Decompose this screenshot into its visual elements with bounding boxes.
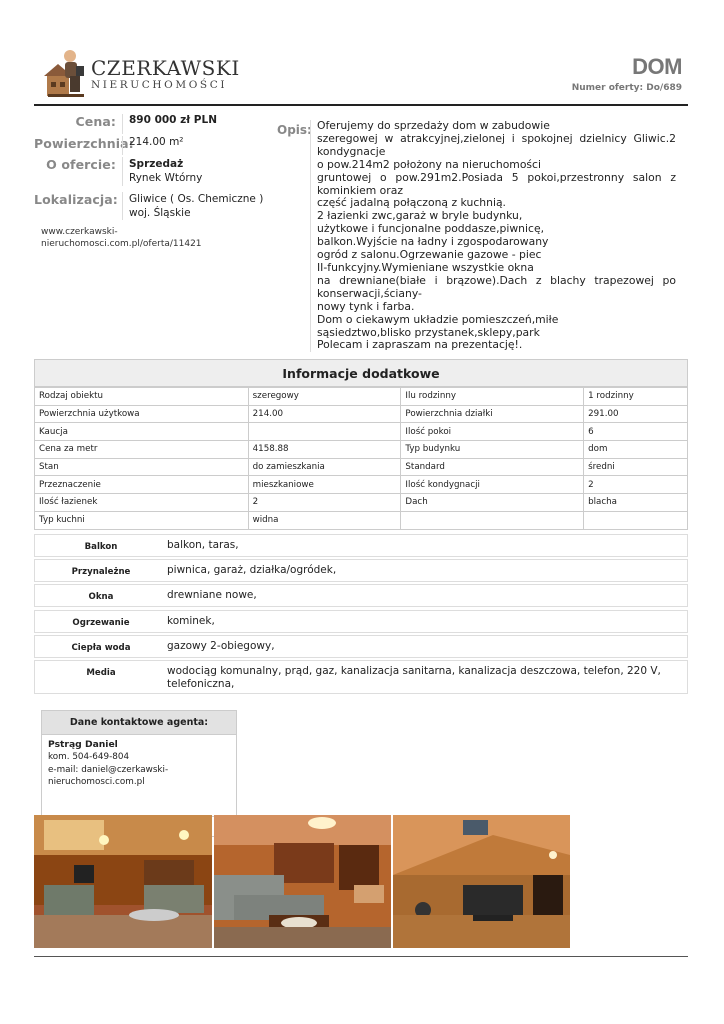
info-value: mieszkaniowe xyxy=(248,476,401,494)
info-value: 4158.88 xyxy=(248,441,401,459)
feature-value: gazowy 2-obiegowy, xyxy=(167,640,275,652)
offer-type-label: O ofercie: xyxy=(46,157,116,172)
price-label: Cena: xyxy=(75,114,116,129)
price-value: 890 000 zł PLN xyxy=(129,114,217,126)
table-row xyxy=(35,476,688,494)
feature-label: Ciepła woda xyxy=(71,643,131,653)
description-line: ogród z salonu.Ogrzewanie gazowe - piec xyxy=(317,248,542,262)
info-value: 214.00 xyxy=(248,405,401,423)
info-key: Cena za metr xyxy=(35,441,249,459)
photo-living-room[interactable] xyxy=(34,815,212,948)
description-line: II-funkcyjny.Wymieniane wszystkie okna xyxy=(317,260,534,274)
info-key: Kaucja xyxy=(35,423,249,441)
info-value: 1 rodzinny xyxy=(584,388,688,406)
feature-row-przynalezne xyxy=(34,559,688,582)
info-key: Ilość łazienek xyxy=(35,494,249,512)
offer-url[interactable] xyxy=(41,227,241,250)
info-value: blacha xyxy=(584,494,688,512)
agent-email-line1[interactable]: e-mail: daniel@czerkawski- xyxy=(48,764,169,775)
photo-attic[interactable] xyxy=(393,815,570,948)
document-type: DOM xyxy=(632,54,682,79)
logo-icon xyxy=(42,46,88,98)
info-key xyxy=(401,511,584,529)
feature-row-ciepla-woda xyxy=(34,635,688,658)
agent-name: Pstrąg Daniel xyxy=(48,739,118,750)
info-value: 2 xyxy=(248,494,401,512)
description-line: gruntowej o pow.291m2.Posiada 5 pokoi,przestronny salon z kominkiem oraz xyxy=(317,170,676,197)
table-row xyxy=(35,458,688,476)
feature-label: Przynależne xyxy=(71,567,131,577)
description-line: na drewniane(białe i brązowe).Dach z blachy trapezowej po konserwacji,ściany- xyxy=(317,273,676,300)
agent-email-line2[interactable]: nieruchomosci.com.pl xyxy=(48,776,145,787)
feature-row-media xyxy=(34,660,688,694)
offer-type-row xyxy=(34,155,314,186)
description-line: 2 łazienki zwc,garaż w bryle budynku, xyxy=(317,209,523,223)
area-label: Powierzchnia: xyxy=(34,136,134,151)
offer-number-value: Do/689 xyxy=(646,83,682,93)
footer-divider xyxy=(34,956,688,957)
info-key: Powierzchnia użytkowa xyxy=(35,405,249,423)
table-row xyxy=(35,423,688,441)
info-key: Ilu rodzinny xyxy=(401,388,584,406)
logo-wordmark xyxy=(91,58,240,91)
agent-phone[interactable]: kom. 504-649-804 xyxy=(48,752,130,763)
offer-summary xyxy=(34,114,314,220)
info-key: Powierzchnia działki xyxy=(401,405,584,423)
description-line: o pow.214m2 położony na nieruchomości xyxy=(317,157,541,171)
area-value: 214.00 m² xyxy=(122,136,308,155)
info-value: 2 xyxy=(584,476,688,494)
feature-value: balkon, taras, xyxy=(167,539,239,551)
info-key: Stan xyxy=(35,458,249,476)
feature-label: Media xyxy=(86,668,116,678)
info-value: 291.00 xyxy=(584,405,688,423)
info-value xyxy=(248,423,401,441)
feature-label: Ogrzewanie xyxy=(72,618,130,628)
feature-value: drewniane nowe, xyxy=(167,589,257,601)
feature-label: Balkon xyxy=(84,542,118,552)
market-type-value: Rynek Wtórny xyxy=(129,172,203,184)
description-text xyxy=(310,120,676,352)
description-line: nowy tynk i farba. xyxy=(317,299,415,313)
description-line: Polecam i zapraszam na prezentację!. xyxy=(317,338,523,352)
feature-value: wodociąg komunalny, prąd, gaz, kanalizacja sanitarna, kanalizacja deszczowa, telefon, 220 V, telefoniczna, xyxy=(167,665,661,690)
info-key: Dach xyxy=(401,494,584,512)
description-line: sąsiedztwo,blisko przystanek,sklepy,park xyxy=(317,325,540,339)
info-value: szeregowy xyxy=(248,388,401,406)
table-row xyxy=(35,494,688,512)
info-key: Rodzaj obiektu xyxy=(35,388,249,406)
description-line: Oferujemy do sprzedaży dom w zabudowie xyxy=(317,119,550,132)
description-line: użytkowe i funcjonalne poddasze,piwnicę, xyxy=(317,222,545,236)
feature-row-okna xyxy=(34,584,688,607)
info-value xyxy=(584,511,688,529)
table-row xyxy=(35,388,688,406)
offer-url-line2[interactable]: nieruchomosci.com.pl/oferta/11421 xyxy=(41,238,202,249)
feature-value: kominek, xyxy=(167,615,215,627)
offer-type-value: Sprzedaż xyxy=(129,158,184,170)
agent-card-title: Dane kontaktowe agenta: xyxy=(42,711,236,735)
additional-info xyxy=(34,359,688,530)
agent-card-body xyxy=(42,735,236,817)
additional-info-title: Informacje dodatkowe xyxy=(34,359,688,387)
offer-number-label: Numer oferty: xyxy=(571,83,644,93)
header-divider xyxy=(34,104,688,106)
table-row xyxy=(35,511,688,529)
description-line: część jadalną połączoną z kuchnią. xyxy=(317,196,506,210)
photo-salon[interactable] xyxy=(214,815,391,948)
page-header xyxy=(34,42,688,104)
area-row xyxy=(34,134,314,155)
offer-url-line1[interactable]: www.czerkawski- xyxy=(41,227,118,237)
location-row xyxy=(34,186,314,220)
description-label: Opis: xyxy=(277,123,312,137)
info-value: dom xyxy=(584,441,688,459)
additional-info-table xyxy=(34,387,688,530)
price-row xyxy=(34,114,314,134)
info-value: do zamieszkania xyxy=(248,458,401,476)
info-key: Przeznaczenie xyxy=(35,476,249,494)
location-region: woj. Śląskie xyxy=(129,207,191,219)
feature-row-ogrzewanie xyxy=(34,610,688,633)
offer-number xyxy=(572,83,682,93)
location-city: Gliwice ( Os. Chemiczne ) xyxy=(129,193,264,205)
info-key: Ilość pokoi xyxy=(401,423,584,441)
location-label: Lokalizacja: xyxy=(34,192,118,207)
info-value: 6 xyxy=(584,423,688,441)
brand-name: CZERKAWSKI xyxy=(91,56,240,80)
info-key: Typ budynku xyxy=(401,441,584,459)
brand-subtitle: NIERUCHOMOŚCI xyxy=(91,79,228,91)
info-key: Ilość kondygnacji xyxy=(401,476,584,494)
description-line: Dom o ciekawym układzie pomieszczeń,miłe xyxy=(317,312,559,326)
info-key: Standard xyxy=(401,458,584,476)
feature-label: Okna xyxy=(88,592,114,602)
description-line: balkon.Wyjście na ładny i zgospodarowany xyxy=(317,235,549,249)
description-line: szeregowej w atrakcyjnej,zielonej i spokojnej dzielnicy Gliwic.2 kondygnacje xyxy=(317,131,676,158)
feature-value: piwnica, garaż, działka/ogródek, xyxy=(167,564,337,576)
table-row xyxy=(35,405,688,423)
info-value: średni xyxy=(584,458,688,476)
info-value: widna xyxy=(248,511,401,529)
info-key: Typ kuchni xyxy=(35,511,249,529)
feature-row-balkon xyxy=(34,534,688,557)
table-row xyxy=(35,441,688,459)
